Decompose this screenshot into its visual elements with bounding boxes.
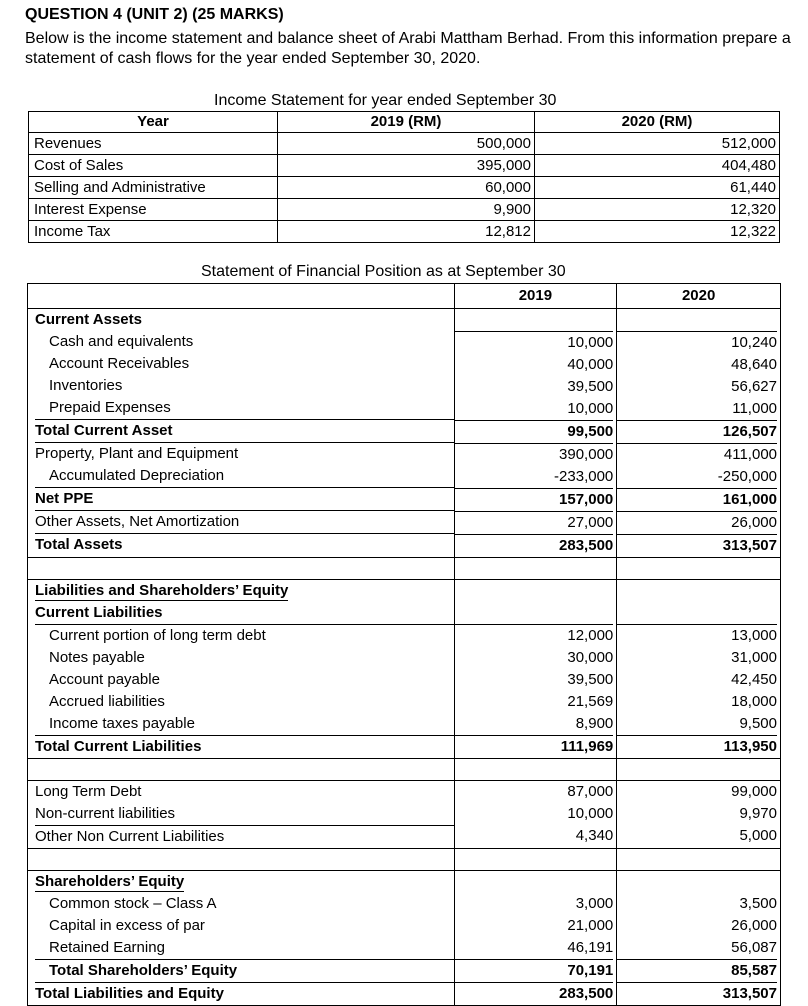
total-current-liabilities-2020: 113,950: [617, 735, 777, 758]
common-stock-label: Common stock – Class A: [49, 895, 217, 912]
accrued-label: Accrued liabilities: [49, 693, 165, 710]
equity-2020: [617, 871, 781, 1006]
income-statement-table: [28, 111, 780, 243]
current-liabilities-title: Current Liabilities: [35, 604, 163, 621]
total-assets-2020: 313,507: [617, 534, 777, 557]
total-liab-equity-2020: 313,507: [617, 982, 777, 1005]
common-stock-2019: 3,000: [575, 895, 614, 912]
acc-dep-label: Accumulated Depreciation: [49, 467, 225, 484]
cash-2019: 10,000: [455, 331, 614, 354]
current-liabilities-block: [28, 580, 781, 759]
total-current-assets-label: Total Current Asset: [35, 419, 454, 442]
other-noncurrent-2020: 5,000: [739, 827, 777, 844]
noncurrent-2019-value: 10,000: [567, 805, 614, 822]
ltd-2020: 99,000: [731, 783, 777, 800]
noncurrent-2020: [617, 781, 781, 849]
tax-payable-label: Income taxes payable: [49, 715, 195, 732]
income-value-2020: 512,000: [535, 133, 780, 155]
receivables-label: Account Receivables: [49, 355, 190, 372]
assets-2019: [454, 309, 617, 558]
question-intro: Below is the income statement and balance sheet of Arabi Mattham Berhad. From this information prepare a statement of cash flows for the year ended September 30, 2020.: [25, 30, 791, 67]
total-liab-equity-label: Total Liabilities and Equity: [35, 982, 454, 1005]
capital-excess-2020: 26,000: [731, 917, 777, 934]
total-current-liabilities-2019: 111,969: [455, 735, 614, 758]
net-ppe-2019: 157,000: [455, 488, 614, 511]
balance-sheet-caption: Statement of Financial Position as at September 30: [201, 263, 566, 280]
acc-dep-2020: -250,000: [717, 468, 777, 485]
assets-labels: [28, 309, 455, 558]
notes-payable-2019: 30,000: [567, 649, 614, 666]
table-row: [29, 221, 780, 243]
prepaid-2020: 11,000: [732, 400, 777, 417]
equity-2019: [454, 871, 617, 1006]
account-payable-2019: 39,500: [567, 671, 614, 688]
inventories-2019: 39,500: [567, 378, 614, 395]
other-assets-2020: 26,000: [617, 511, 777, 534]
income-label: Cost of Sales: [29, 155, 278, 177]
income-value-2020: 404,480: [535, 155, 780, 177]
spacer-row: [28, 849, 781, 871]
retained-label: Retained Earning: [49, 939, 165, 956]
total-current-assets-2019: 99,500: [455, 420, 614, 443]
income-value-2020: 12,320: [535, 199, 780, 221]
income-value-2020: 12,322: [535, 221, 780, 243]
income-label: Selling and Administrative: [29, 177, 278, 199]
income-header-row: [29, 112, 780, 133]
balance-header-2019: 2019: [454, 284, 617, 309]
ppe-2020: 411,000: [617, 443, 777, 466]
other-noncurrent-label: Other Non Current Liabilities: [35, 825, 454, 848]
current-liabilities-2019: [454, 580, 617, 759]
other-noncurrent-2019: 4,340: [575, 827, 614, 844]
income-label: Income Tax: [29, 221, 278, 243]
assets-block: [28, 309, 781, 558]
prepaid-2019: 10,000: [567, 400, 614, 417]
income-header-2019: 2019 (RM): [278, 112, 535, 133]
balance-sheet-table: [27, 283, 781, 1006]
noncurrent-2020-value: 9,970: [739, 805, 777, 822]
income-value-2019: 12,812: [278, 221, 535, 243]
total-assets-2019: 283,500: [455, 534, 614, 557]
prepaid-label: Prepaid Expenses: [49, 399, 171, 416]
income-statement-caption: Income Statement for year ended September 30: [214, 92, 557, 109]
spacer-row: [28, 558, 781, 580]
receivables-2020: 48,640: [731, 356, 777, 373]
ppe-label: Property, Plant and Equipment: [35, 442, 454, 465]
equity-block: [28, 871, 781, 1006]
tax-payable-2020: 9,500: [739, 715, 777, 732]
table-row: [29, 133, 780, 155]
retained-2020: 56,087: [731, 939, 777, 956]
current-liabilities-2020: [617, 580, 781, 759]
ltd-2019: 87,000: [567, 783, 614, 800]
liabilities-equity-title: Liabilities and Shareholders’ Equity: [35, 582, 289, 599]
total-equity-2019: 70,191: [455, 959, 614, 982]
notes-payable-2020: 31,000: [731, 649, 777, 666]
balance-header-blank: [28, 284, 455, 309]
current-ltd-2019: 12,000: [455, 624, 614, 647]
notes-payable-label: Notes payable: [49, 649, 145, 666]
inventories-2020: 56,627: [731, 378, 777, 395]
income-value-2020: 61,440: [535, 177, 780, 199]
income-value-2019: 9,900: [278, 199, 535, 221]
total-equity-label: Total Shareholders’ Equity: [35, 959, 454, 982]
balance-header-row: [28, 284, 781, 309]
table-row: [29, 199, 780, 221]
ppe-2019: 390,000: [455, 443, 614, 466]
total-assets-label: Total Assets: [35, 533, 454, 556]
equity-labels: [28, 871, 455, 1006]
income-header-year: Year: [29, 112, 278, 133]
table-row: [29, 177, 780, 199]
noncurrent-liabilities-block: [28, 781, 781, 849]
acc-dep-2019: -233,000: [554, 468, 614, 485]
accrued-2020: 18,000: [731, 693, 777, 710]
question-heading: QUESTION 4 (UNIT 2) (25 MARKS): [25, 6, 284, 23]
receivables-2019: 40,000: [567, 356, 614, 373]
other-assets-label: Other Assets, Net Amortization: [35, 510, 454, 533]
assets-2020: [617, 309, 781, 558]
income-value-2019: 395,000: [278, 155, 535, 177]
table-row: [29, 155, 780, 177]
equity-title: Shareholders’ Equity: [35, 873, 185, 890]
common-stock-2020: 3,500: [739, 895, 777, 912]
noncurrent-label: Non-current liabilities: [35, 805, 176, 822]
current-ltd-2020: 13,000: [617, 624, 777, 647]
total-liab-equity-2019: 283,500: [455, 982, 614, 1005]
net-ppe-2020: 161,000: [617, 488, 777, 511]
balance-header-2020: 2020: [617, 284, 781, 309]
account-payable-2020: 42,450: [731, 671, 777, 688]
total-equity-2020: 85,587: [617, 959, 777, 982]
capital-excess-2019: 21,000: [567, 917, 614, 934]
income-header-2020: 2020 (RM): [535, 112, 780, 133]
total-current-assets-2020: 126,507: [617, 420, 777, 443]
noncurrent-2019: [454, 781, 617, 849]
current-liabilities-labels: [28, 580, 455, 759]
capital-excess-label: Capital in excess of par: [49, 917, 205, 934]
income-value-2019: 60,000: [278, 177, 535, 199]
income-label: Revenues: [29, 133, 278, 155]
net-ppe-label: Net PPE: [35, 487, 454, 510]
tax-payable-2019: 8,900: [575, 715, 614, 732]
total-current-liabilities-label: Total Current Liabilities: [35, 735, 454, 758]
current-assets-title: Current Assets: [35, 311, 142, 328]
retained-2019: 46,191: [567, 939, 614, 956]
other-assets-2019: 27,000: [455, 511, 614, 534]
ltd-label: Long Term Debt: [35, 783, 142, 800]
accrued-2019: 21,569: [567, 693, 614, 710]
current-ltd-label: Current portion of long term debt: [35, 624, 454, 647]
inventories-label: Inventories: [49, 377, 123, 394]
cash-label: Cash and equivalents: [49, 333, 194, 350]
income-value-2019: 500,000: [278, 133, 535, 155]
cash-2020: 10,240: [617, 331, 777, 354]
income-label: Interest Expense: [29, 199, 278, 221]
noncurrent-labels: [28, 781, 455, 849]
spacer-row: [28, 759, 781, 781]
account-payable-label: Account payable: [49, 671, 160, 688]
